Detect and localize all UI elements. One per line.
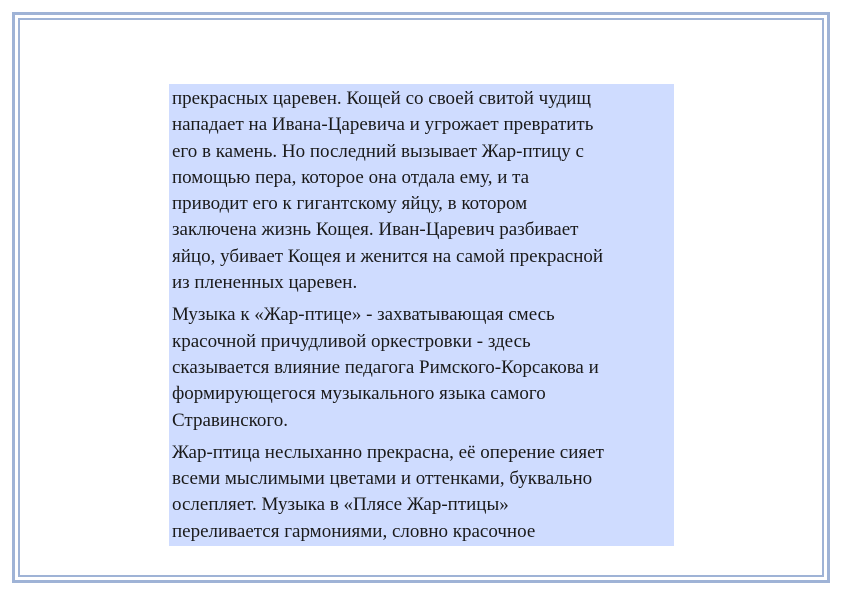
text-line: яйцо, убивает Кощея и женится на самой прекрасной — [172, 245, 604, 267]
text-line: заключена жизнь Кощея. Иван-Царевич разбивает — [172, 219, 579, 241]
text-line: из плененных царевен. — [172, 272, 358, 294]
paragraph-music — [172, 302, 670, 433]
text-line: ослепляет. Музыка в «Плясе Жар-птицы» — [172, 494, 509, 516]
text-line: всеми мыслимыми цветами и оттенками, буквально — [172, 468, 593, 490]
text-line: красочной причудливой оркестровки - здесь — [172, 330, 531, 352]
text-line: Жар-птица неслыханно прекрасна, её оперение сияет — [172, 441, 604, 463]
text-line: приводит его к гигантскому яйцу, в котором — [172, 193, 528, 215]
text-line: Музыка к «Жар-птице» - захватывающая смесь — [172, 304, 555, 326]
text-box — [169, 84, 674, 546]
text-line: его в камень. Но последний вызывает Жар-птицу с — [172, 140, 584, 162]
text-line: сказывается влияние педагога Римского-Корсакова и — [172, 356, 599, 378]
text-line: переливается гармониями, словно красочное — [172, 520, 536, 542]
text-line: формирующегося музыкального языка самого — [172, 383, 546, 405]
text-line: Стравинского. — [172, 409, 288, 431]
paragraph-plot — [172, 86, 670, 296]
text-line: помощью пера, которое она отдала ему, и та — [172, 166, 530, 188]
paragraph-firebird — [172, 440, 670, 545]
text-line: прекрасных царевен. Кощей со своей свитой чудищ — [172, 88, 591, 109]
text-line: нападает на Ивана-Царевича и угрожает превратить — [172, 114, 594, 136]
